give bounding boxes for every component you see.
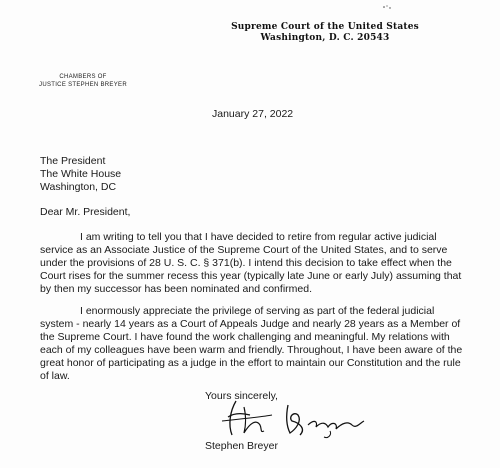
- chambers-justice: JUSTICE STEPHEN BREYER: [39, 82, 127, 88]
- salutation: Dear Mr. President,: [40, 206, 131, 218]
- chambers-label: CHAMBERS OF: [59, 74, 107, 80]
- address-line-3: Washington, DC: [40, 181, 117, 193]
- letter-date: January 27, 2022: [212, 108, 294, 120]
- handwritten-signature: [210, 395, 370, 439]
- signer-name: Stephen Breyer: [205, 440, 278, 452]
- address-line-2: The White House: [40, 168, 122, 180]
- recipient-address: [40, 155, 121, 194]
- body-paragraph-2: I enormously appreciate the privilege of serving as part of the federal judicial system - nearly 14 years as a Court of Appeals Judge and nearly 28 years as a Member of the Supreme Court. I have found the work challenging and meaningful. My relations with each of my colleagues have been warm and friendly. Throughout, I have been aware of the great honor of participating as a judge in the effort to maintain our Constitution and the rule of law.: [40, 305, 463, 382]
- address-line-1: The President: [40, 155, 106, 167]
- closing: Yours sincerely,: [205, 390, 278, 402]
- chambers-block: [8, 73, 158, 89]
- letterhead: [0, 22, 500, 44]
- body-paragraph-1: I am writing to tell you that I have decided to retire from regular active judicial service as an Associate Justice of the Supreme Court of the United States, and to serve under the provisions of 28 U. S. C. § 371(b). I intend this decision to take effect when the Court rises for the summer recess this year (typically late June or early July) assuming that by then my successor has been nominated and confirmed.: [40, 231, 462, 295]
- scan-speck-mark: [382, 4, 392, 10]
- letterhead-address: Washington, D. C. 20543: [260, 33, 390, 43]
- letterhead-court-name: Supreme Court of the United States: [231, 22, 419, 32]
